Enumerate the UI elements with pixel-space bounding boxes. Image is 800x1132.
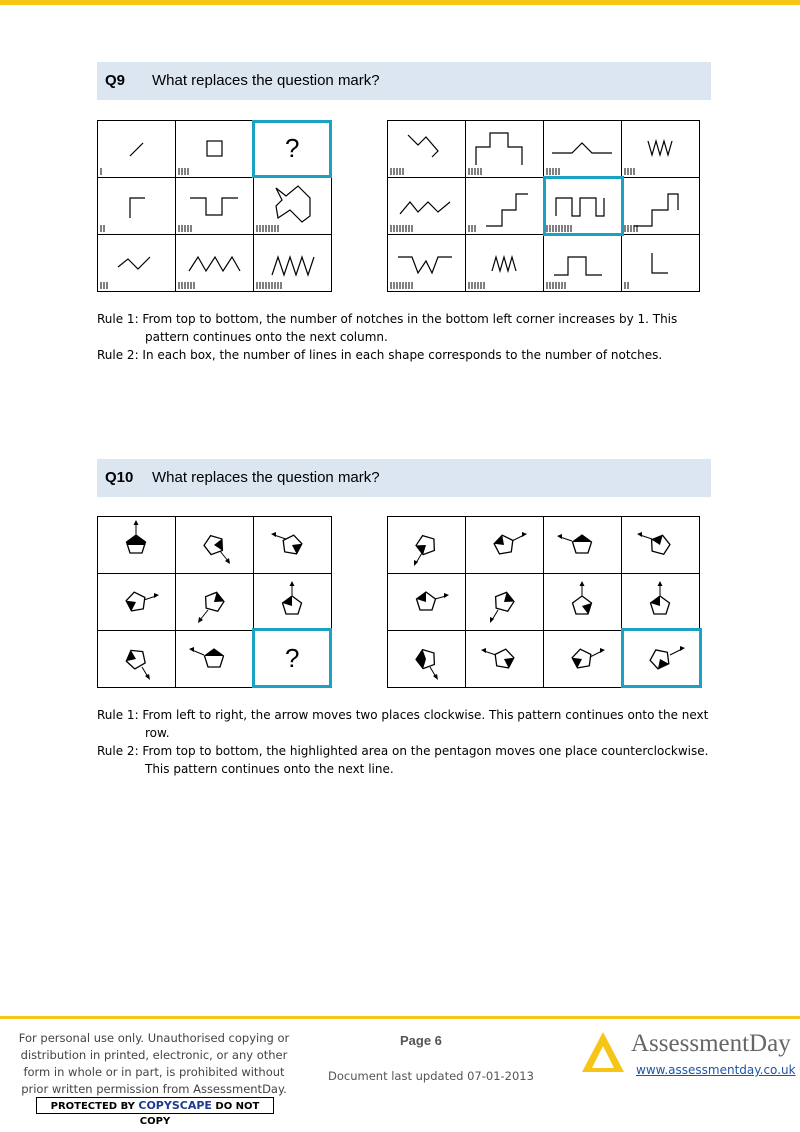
q9-rules (97, 310, 717, 364)
q10-option[interactable] (466, 574, 544, 631)
q10-cell (98, 574, 176, 631)
q10-question-grid (97, 516, 332, 688)
q9-option[interactable] (622, 235, 700, 292)
q9-option[interactable] (388, 178, 466, 235)
q10-answer-grid (387, 516, 700, 688)
q9-cell (176, 235, 254, 292)
q9-option[interactable] (466, 121, 544, 178)
q10-rules (97, 706, 717, 778)
q10-cell (98, 631, 176, 688)
q9-option[interactable] (544, 178, 622, 235)
q10-option[interactable] (544, 517, 622, 574)
q10-cell (176, 631, 254, 688)
q9-cell (98, 121, 176, 178)
copyscape-brand: COPYSCAPE (138, 1099, 212, 1112)
q10-question-mark: ? (285, 643, 300, 673)
q10-option[interactable] (466, 631, 544, 688)
copyscape-pre: PROTECTED BY (50, 1101, 139, 1112)
q9-question: What replaces the question mark? (152, 72, 380, 89)
q9-option[interactable] (544, 121, 622, 178)
footer-disclaimer: For personal use only. Unauthorised copying or distribution in printed, electronic, or any other form in whole or in part, is prohibited without prior written permission from AssessmentDay. (18, 1031, 290, 1096)
page-number: Page 6 (400, 1033, 442, 1048)
q10-option[interactable] (544, 631, 622, 688)
q9-cell (176, 178, 254, 235)
q9-option[interactable] (544, 235, 622, 292)
q9-number: Q9 (105, 72, 126, 89)
last-updated: Document last updated 07-01-2013 (328, 1069, 534, 1083)
q10-option[interactable] (388, 517, 466, 574)
q9-question-mark: ? (285, 133, 300, 163)
q9-rule-2: Rule 2: In each box, the number of lines in each shape corresponds to the number of notches. (97, 348, 663, 362)
q10-cell (98, 517, 176, 574)
q10-cell (254, 631, 332, 688)
q9-cell (254, 178, 332, 235)
q10-option[interactable] (622, 517, 700, 574)
q10-rule-1: Rule 1: From left to right, the arrow moves two places clockwise. This pattern continues onto the next row. (97, 708, 709, 740)
q9-cell (254, 235, 332, 292)
website-link[interactable]: www.assessmentday.co.uk (636, 1063, 796, 1077)
q10-option[interactable] (388, 574, 466, 631)
q10-cell (176, 517, 254, 574)
q9-option[interactable] (466, 178, 544, 235)
q10-cell (176, 574, 254, 631)
q9-answer-grid (387, 120, 700, 292)
q10-cell (254, 517, 332, 574)
q9-cell (98, 235, 176, 292)
top-accent-bar (0, 0, 800, 5)
q10-cell (254, 574, 332, 631)
q10-option[interactable] (622, 574, 700, 631)
q10-option[interactable] (622, 631, 700, 688)
q10-header (97, 459, 711, 497)
q10-rule-2: Rule 2: From top to bottom, the highlighted area on the pentagon moves one place counterclockwise. This pattern continues onto the next line. (97, 744, 709, 776)
q9-rule-1: Rule 1: From top to bottom, the number of notches in the bottom left corner increases by 1. This pattern continues onto the next column. (97, 312, 678, 344)
bottom-accent-bar (0, 1016, 800, 1019)
q10-option[interactable] (544, 574, 622, 631)
q10-question: What replaces the question mark? (152, 469, 380, 486)
q9-option[interactable] (622, 178, 700, 235)
q9-option[interactable] (388, 235, 466, 292)
assessmentday-logo-icon (578, 1028, 628, 1076)
q9-cell (176, 121, 254, 178)
q9-option[interactable] (622, 121, 700, 178)
copyscape-post: DO NOT COPY (139, 1101, 260, 1127)
q10-number: Q10 (105, 469, 134, 486)
q10-option[interactable] (466, 517, 544, 574)
q9-cell (98, 178, 176, 235)
q10-option[interactable] (388, 631, 466, 688)
q9-option[interactable] (466, 235, 544, 292)
q9-cell (254, 121, 332, 178)
brand-name: AssessmentDay (631, 1030, 791, 1057)
q9-question-grid (97, 120, 332, 292)
copyscape-badge[interactable] (36, 1097, 274, 1127)
q9-header (97, 62, 711, 100)
q9-option[interactable] (388, 121, 466, 178)
